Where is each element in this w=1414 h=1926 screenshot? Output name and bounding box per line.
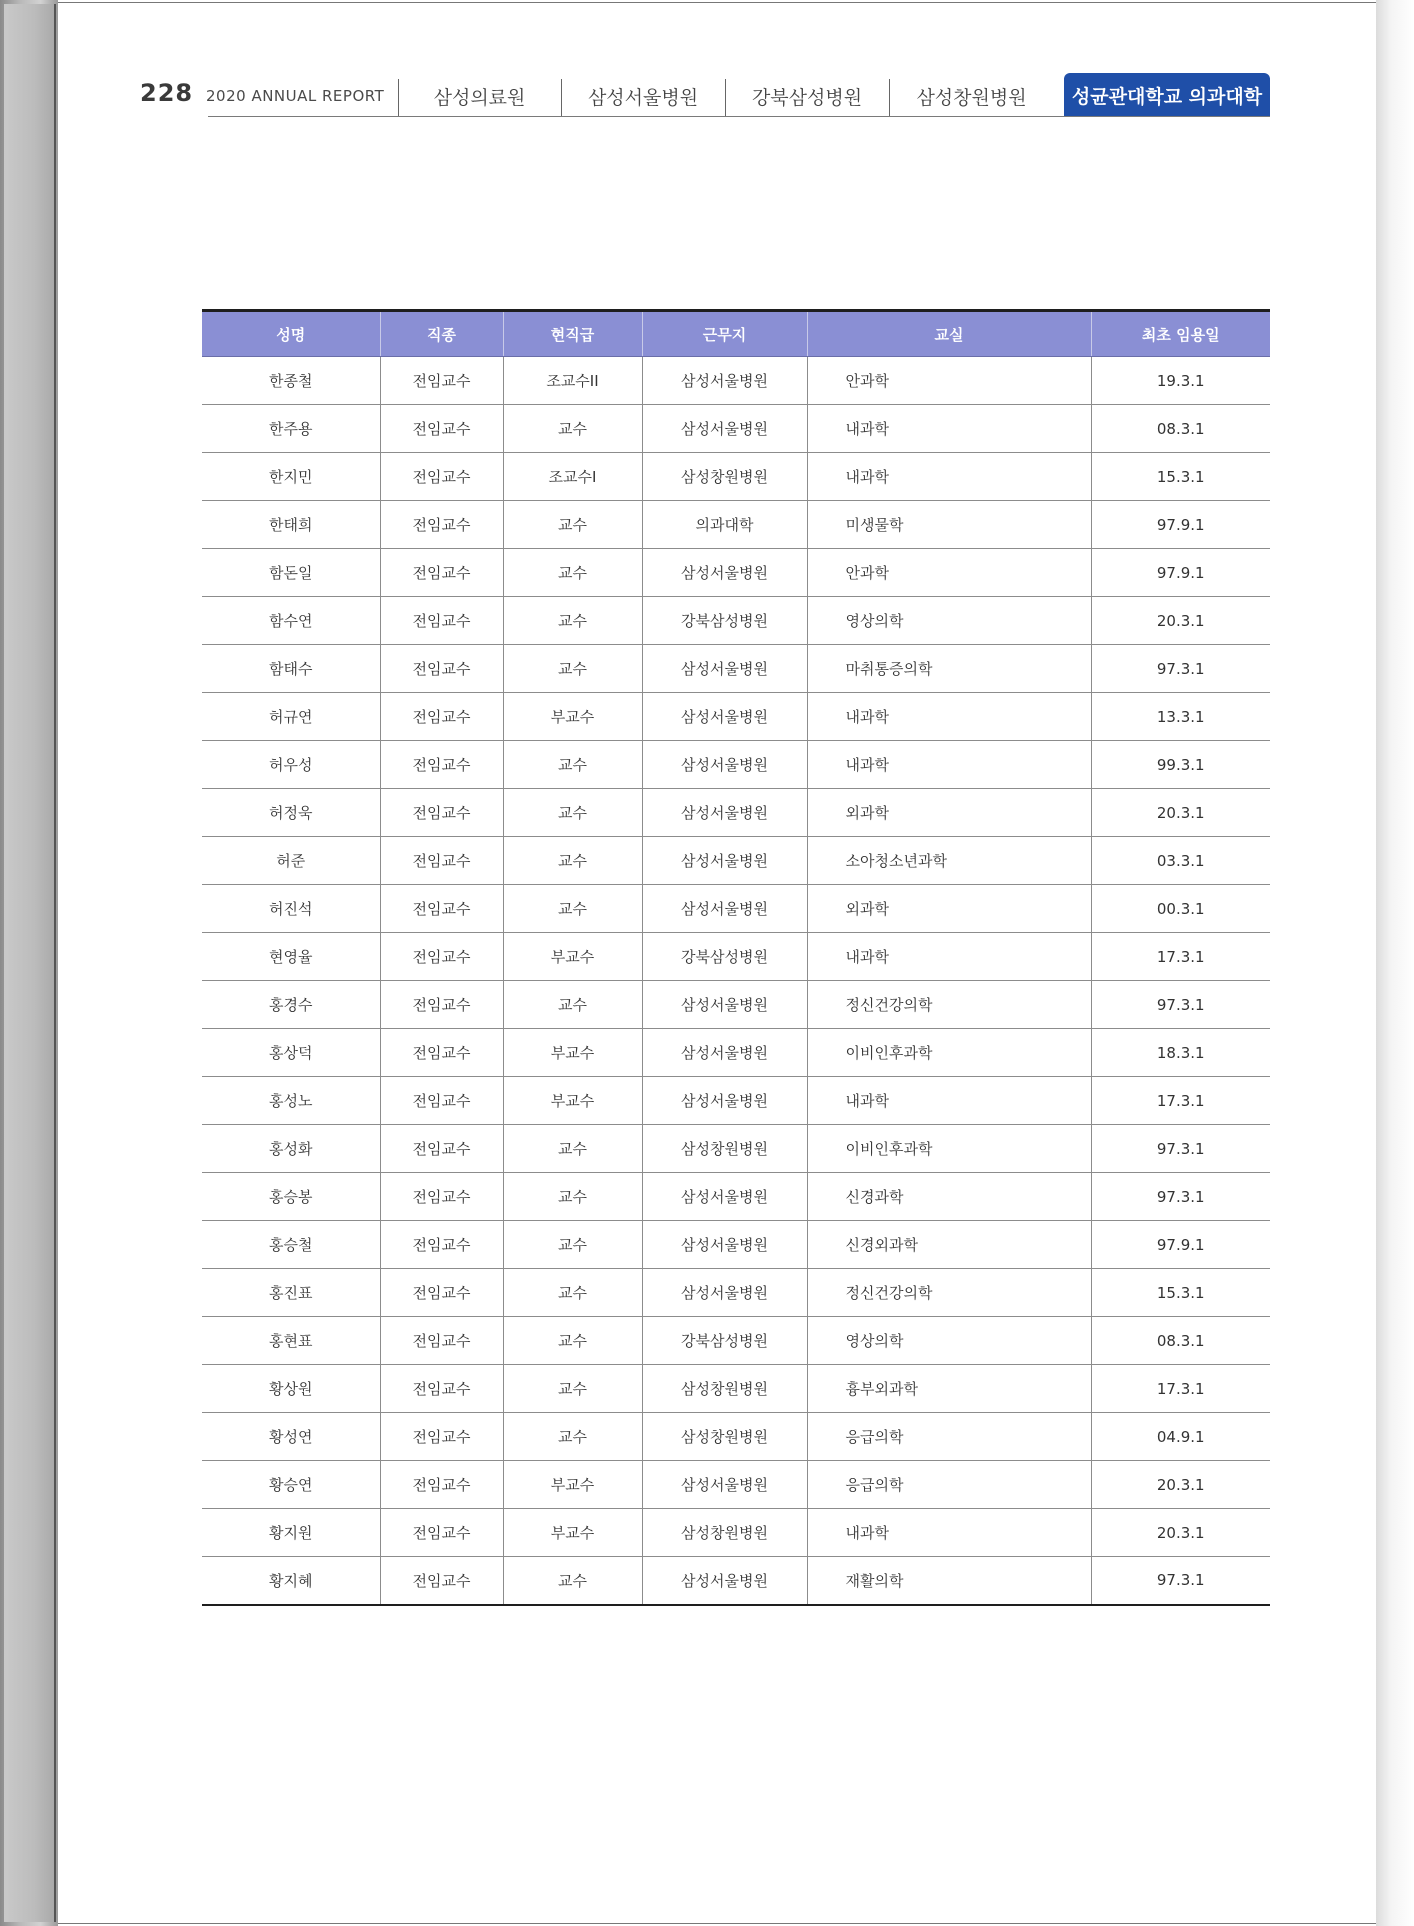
cell-workplace: 삼성서울병원 — [642, 549, 807, 597]
column-header-first-appointment-date: 최초 임용일 — [1091, 311, 1270, 357]
table-row — [202, 1413, 1270, 1461]
page-edge-shadow — [1376, 0, 1414, 1926]
cell-department: 신경과학 — [807, 1173, 1091, 1221]
cell-job-type: 전임교수 — [380, 597, 503, 645]
cell-position: 부교수 — [503, 1509, 642, 1557]
cell-position: 부교수 — [503, 1461, 642, 1509]
cell-name: 허정욱 — [202, 789, 380, 837]
cell-name: 황승연 — [202, 1461, 380, 1509]
cell-department: 내과학 — [807, 453, 1091, 501]
cell-job-type: 전임교수 — [380, 1125, 503, 1173]
cell-first-appointment-date: 04.9.1 — [1091, 1413, 1270, 1461]
section-tabs — [398, 75, 1328, 117]
cell-workplace: 삼성창원병원 — [642, 1365, 807, 1413]
cell-job-type: 전임교수 — [380, 837, 503, 885]
cell-name: 허준 — [202, 837, 380, 885]
table-row — [202, 1509, 1270, 1557]
cell-name: 황성연 — [202, 1413, 380, 1461]
cell-job-type: 전임교수 — [380, 645, 503, 693]
cell-job-type: 전임교수 — [380, 1557, 503, 1605]
cell-workplace: 삼성서울병원 — [642, 741, 807, 789]
cell-job-type: 전임교수 — [380, 1269, 503, 1317]
cell-job-type: 전임교수 — [380, 741, 503, 789]
cell-job-type: 전임교수 — [380, 1077, 503, 1125]
book-spine — [0, 0, 58, 1926]
cell-name: 홍성노 — [202, 1077, 380, 1125]
cell-first-appointment-date: 20.3.1 — [1091, 1461, 1270, 1509]
cell-first-appointment-date: 97.3.1 — [1091, 1173, 1270, 1221]
cell-first-appointment-date: 17.3.1 — [1091, 1077, 1270, 1125]
cell-first-appointment-date: 97.9.1 — [1091, 549, 1270, 597]
cell-job-type: 전임교수 — [380, 789, 503, 837]
cell-workplace: 의과대학 — [642, 501, 807, 549]
cell-position: 교수 — [503, 1365, 642, 1413]
cell-workplace: 삼성서울병원 — [642, 357, 807, 405]
cell-department: 영상의학 — [807, 1317, 1091, 1365]
table-row — [202, 933, 1270, 981]
cell-workplace: 삼성서울병원 — [642, 789, 807, 837]
table-row — [202, 1557, 1270, 1605]
cell-job-type: 전임교수 — [380, 1461, 503, 1509]
cell-name: 황지혜 — [202, 1557, 380, 1605]
cell-workplace: 삼성창원병원 — [642, 1509, 807, 1557]
cell-first-appointment-date: 20.3.1 — [1091, 597, 1270, 645]
faculty-table — [202, 309, 1270, 1606]
cell-first-appointment-date: 00.3.1 — [1091, 885, 1270, 933]
cell-job-type: 전임교수 — [380, 933, 503, 981]
cell-department: 마취통증의학 — [807, 645, 1091, 693]
cell-name: 함태수 — [202, 645, 380, 693]
table-row — [202, 453, 1270, 501]
cell-job-type: 전임교수 — [380, 1365, 503, 1413]
table-row — [202, 1221, 1270, 1269]
cell-workplace: 삼성서울병원 — [642, 1269, 807, 1317]
table-row — [202, 741, 1270, 789]
table-row — [202, 1173, 1270, 1221]
cell-first-appointment-date: 18.3.1 — [1091, 1029, 1270, 1077]
cell-position: 교수 — [503, 549, 642, 597]
cell-position: 교수 — [503, 1557, 642, 1605]
cell-position: 교수 — [503, 597, 642, 645]
table-row — [202, 645, 1270, 693]
cell-first-appointment-date: 97.3.1 — [1091, 1557, 1270, 1605]
cell-first-appointment-date: 15.3.1 — [1091, 453, 1270, 501]
cell-department: 응급의학 — [807, 1461, 1091, 1509]
cell-position: 교수 — [503, 837, 642, 885]
table-row — [202, 1269, 1270, 1317]
table-row — [202, 837, 1270, 885]
cell-workplace: 삼성서울병원 — [642, 1221, 807, 1269]
cell-job-type: 전임교수 — [380, 1413, 503, 1461]
cell-first-appointment-date: 13.3.1 — [1091, 693, 1270, 741]
cell-department: 재활의학 — [807, 1557, 1091, 1605]
tab-kangbuk-samsung-hospital[interactable]: 강북삼성병원 — [751, 86, 863, 109]
cell-department: 미생물학 — [807, 501, 1091, 549]
cell-department: 신경외과학 — [807, 1221, 1091, 1269]
cell-name: 한주용 — [202, 405, 380, 453]
cell-workplace: 삼성서울병원 — [642, 1557, 807, 1605]
cell-first-appointment-date: 17.3.1 — [1091, 933, 1270, 981]
cell-workplace: 삼성서울병원 — [642, 1461, 807, 1509]
table-row — [202, 885, 1270, 933]
cell-workplace: 강북삼성병원 — [642, 933, 807, 981]
cell-position: 교수 — [503, 789, 642, 837]
cell-name: 한종철 — [202, 357, 380, 405]
cell-first-appointment-date: 20.3.1 — [1091, 1509, 1270, 1557]
cell-name: 허우성 — [202, 741, 380, 789]
cell-workplace: 강북삼성병원 — [642, 1317, 807, 1365]
table-row — [202, 1317, 1270, 1365]
table-row — [202, 501, 1270, 549]
cell-name: 홍성화 — [202, 1125, 380, 1173]
table-row — [202, 357, 1270, 405]
cell-name: 함수연 — [202, 597, 380, 645]
table-body — [202, 357, 1270, 1605]
cell-first-appointment-date: 17.3.1 — [1091, 1365, 1270, 1413]
column-header-job-type: 직종 — [380, 311, 503, 357]
cell-workplace: 삼성창원병원 — [642, 1125, 807, 1173]
cell-workplace: 강북삼성병원 — [642, 597, 807, 645]
cell-position: 교수 — [503, 1125, 642, 1173]
cell-name: 홍승봉 — [202, 1173, 380, 1221]
cell-position: 조교수I — [503, 453, 642, 501]
cell-department: 정신건강의학 — [807, 1269, 1091, 1317]
cell-first-appointment-date: 97.9.1 — [1091, 1221, 1270, 1269]
cell-name: 함돈일 — [202, 549, 380, 597]
cell-workplace: 삼성서울병원 — [642, 405, 807, 453]
cell-workplace: 삼성창원병원 — [642, 1413, 807, 1461]
cell-job-type: 전임교수 — [380, 693, 503, 741]
cell-department: 내과학 — [807, 933, 1091, 981]
table-row — [202, 1029, 1270, 1077]
cell-workplace: 삼성서울병원 — [642, 1077, 807, 1125]
cell-position: 교수 — [503, 1173, 642, 1221]
cell-first-appointment-date: 08.3.1 — [1091, 1317, 1270, 1365]
cell-name: 홍진표 — [202, 1269, 380, 1317]
cell-department: 이비인후과학 — [807, 1125, 1091, 1173]
table-row — [202, 789, 1270, 837]
cell-department: 내과학 — [807, 405, 1091, 453]
table-row — [202, 693, 1270, 741]
cell-name: 허진석 — [202, 885, 380, 933]
cell-workplace: 삼성서울병원 — [642, 1029, 807, 1077]
cell-name: 한태희 — [202, 501, 380, 549]
cell-position: 교수 — [503, 1413, 642, 1461]
table-row — [202, 981, 1270, 1029]
cell-name: 홍경수 — [202, 981, 380, 1029]
tab-samsung-changwon-hospital[interactable]: 삼성창원병원 — [916, 86, 1027, 109]
cell-name: 한지민 — [202, 453, 380, 501]
cell-first-appointment-date: 20.3.1 — [1091, 789, 1270, 837]
cell-position: 교수 — [503, 501, 642, 549]
faculty-table-wrapper — [202, 309, 1270, 1606]
cell-department: 정신건강의학 — [807, 981, 1091, 1029]
cell-position: 교수 — [503, 1317, 642, 1365]
cell-department: 영상의학 — [807, 597, 1091, 645]
cell-job-type: 전임교수 — [380, 1317, 503, 1365]
cell-position: 교수 — [503, 981, 642, 1029]
cell-department: 내과학 — [807, 693, 1091, 741]
cell-first-appointment-date: 03.3.1 — [1091, 837, 1270, 885]
cell-department: 안과학 — [807, 357, 1091, 405]
tab-skku-medical-school[interactable]: 성균관대학교 의과대학 — [1064, 73, 1270, 117]
cell-workplace: 삼성서울병원 — [642, 981, 807, 1029]
cell-first-appointment-date: 97.3.1 — [1091, 645, 1270, 693]
table-row — [202, 1077, 1270, 1125]
cell-name: 황상원 — [202, 1365, 380, 1413]
cell-position: 교수 — [503, 885, 642, 933]
cell-department: 흉부외과학 — [807, 1365, 1091, 1413]
cell-position: 교수 — [503, 1221, 642, 1269]
cell-job-type: 전임교수 — [380, 1173, 503, 1221]
cell-job-type: 전임교수 — [380, 357, 503, 405]
cell-department: 내과학 — [807, 1509, 1091, 1557]
cell-job-type: 전임교수 — [380, 885, 503, 933]
table-row — [202, 1125, 1270, 1173]
cell-department: 이비인후과학 — [807, 1029, 1091, 1077]
cell-name: 현영율 — [202, 933, 380, 981]
cell-name: 홍상덕 — [202, 1029, 380, 1077]
cell-position: 부교수 — [503, 933, 642, 981]
column-header-position: 현직급 — [503, 311, 642, 357]
report-title: 2020 ANNUAL REPORT — [206, 87, 385, 105]
cell-position: 교수 — [503, 405, 642, 453]
column-header-workplace: 근무지 — [642, 311, 807, 357]
cell-first-appointment-date: 19.3.1 — [1091, 357, 1270, 405]
cell-department: 소아청소년과학 — [807, 837, 1091, 885]
cell-position: 부교수 — [503, 1029, 642, 1077]
cell-position: 교수 — [503, 1269, 642, 1317]
tab-samsung-medical-center[interactable]: 삼성의료원 — [433, 86, 526, 109]
column-header-department: 교실 — [807, 311, 1091, 357]
cell-position: 부교수 — [503, 1077, 642, 1125]
cell-position: 조교수II — [503, 357, 642, 405]
document-page — [58, 2, 1376, 1924]
cell-department: 안과학 — [807, 549, 1091, 597]
cell-name: 허규연 — [202, 693, 380, 741]
page-number: 228 — [140, 79, 194, 107]
table-row — [202, 1365, 1270, 1413]
cell-job-type: 전임교수 — [380, 981, 503, 1029]
cell-workplace: 삼성서울병원 — [642, 1173, 807, 1221]
cell-department: 응급의학 — [807, 1413, 1091, 1461]
table-row — [202, 1461, 1270, 1509]
table-row — [202, 549, 1270, 597]
cell-job-type: 전임교수 — [380, 453, 503, 501]
column-header-name: 성명 — [202, 311, 380, 357]
cell-first-appointment-date: 08.3.1 — [1091, 405, 1270, 453]
cell-job-type: 전임교수 — [380, 1221, 503, 1269]
cell-department: 내과학 — [807, 741, 1091, 789]
book-spine-inner — [4, 4, 56, 1922]
header-rule — [208, 116, 1270, 117]
cell-first-appointment-date: 15.3.1 — [1091, 1269, 1270, 1317]
tab-samsung-seoul-hospital[interactable]: 삼성서울병원 — [587, 86, 699, 109]
cell-position: 교수 — [503, 645, 642, 693]
cell-name: 홍승철 — [202, 1221, 380, 1269]
cell-workplace: 삼성서울병원 — [642, 885, 807, 933]
cell-job-type: 전임교수 — [380, 1029, 503, 1077]
cell-first-appointment-date: 97.3.1 — [1091, 981, 1270, 1029]
table-header — [202, 311, 1270, 357]
cell-job-type: 전임교수 — [380, 501, 503, 549]
cell-workplace: 삼성서울병원 — [642, 645, 807, 693]
cell-workplace: 삼성창원병원 — [642, 453, 807, 501]
table-row — [202, 597, 1270, 645]
table-row — [202, 405, 1270, 453]
cell-department: 외과학 — [807, 789, 1091, 837]
cell-name: 홍현표 — [202, 1317, 380, 1365]
cell-workplace: 삼성서울병원 — [642, 693, 807, 741]
cell-position: 교수 — [503, 741, 642, 789]
cell-job-type: 전임교수 — [380, 405, 503, 453]
cell-position: 부교수 — [503, 693, 642, 741]
cell-first-appointment-date: 97.3.1 — [1091, 1125, 1270, 1173]
cell-job-type: 전임교수 — [380, 549, 503, 597]
cell-department: 내과학 — [807, 1077, 1091, 1125]
cell-department: 외과학 — [807, 885, 1091, 933]
cell-first-appointment-date: 99.3.1 — [1091, 741, 1270, 789]
cell-workplace: 삼성서울병원 — [642, 837, 807, 885]
cell-first-appointment-date: 97.9.1 — [1091, 501, 1270, 549]
cell-job-type: 전임교수 — [380, 1509, 503, 1557]
table-header-row — [202, 311, 1270, 357]
cell-name: 황지원 — [202, 1509, 380, 1557]
